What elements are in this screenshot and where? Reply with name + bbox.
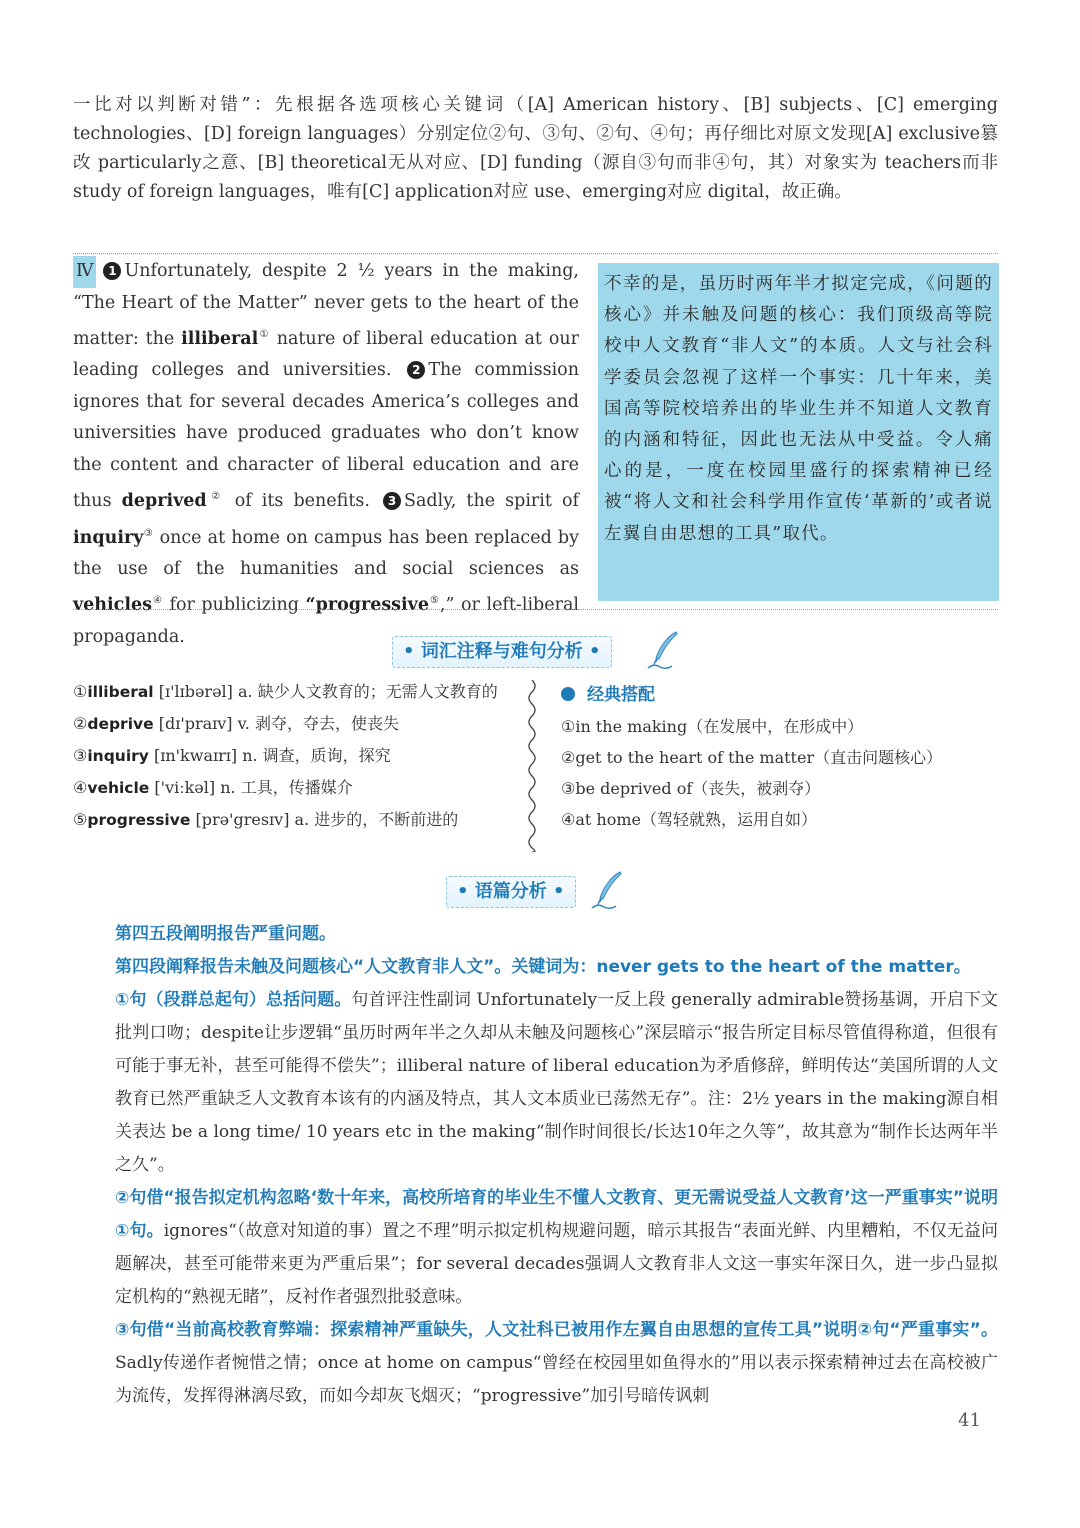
- vocab-word: deprive: [87, 715, 154, 733]
- top-divider: [73, 253, 998, 254]
- keyword-deprived: deprived: [121, 491, 207, 512]
- collocation-heading: 经典搭配: [561, 680, 998, 711]
- collocation-item: ③be deprived of（丧失，被剥夺）: [561, 779, 821, 798]
- sentence-marker-1: 1: [103, 262, 121, 280]
- sentence-marker-2: 2: [407, 361, 425, 379]
- sentence-3c: for publicizing: [169, 595, 299, 616]
- analysis-paragraph-2: ②句借“报告拟定机构忽略‘数十年来，高校所培育的毕业生不懂人文教育、更无需说受益人文教育’这一严重事实”说明①句。ignores“（故意对知道的事）置之不理”明示拟定机构规避问题，暗示其报告“表面光鲜、内里糟粕，不仅无益问题解决，甚至可能带来更为严重后果”；for several decades强调人文教育非人文这一事实年深日久，进一步凸显拟定机构的“熟视无睹”，反衬作者强烈批驳意味。: [115, 1188, 998, 1307]
- analysis-paragraph-3: ③句借“当前高校教育弊端：探索精神严重缺失，人文社科已被用作左翼自由思想的宣传工具”说明②句“严重事实”。Sadly传递作者惋惜之情；once at home on campus“曾经在校园里如鱼得水的”用以表示探索精神过去在高校被广为流传，发挥得淋漓尽致，而如今却灰飞烟灭；“progressive”加引号暗传讽刺: [115, 1320, 998, 1406]
- english-passage: [73, 256, 579, 653]
- sentence-2b: of its benefits.: [234, 491, 370, 512]
- vocab-def: [prə'gresɪv] a. 进步的，不断前进的: [195, 810, 459, 829]
- vocab-def: ['viːkəl] n. 工具，传播媒介: [154, 778, 353, 797]
- sentence-1a: Unfortunately, despite 2 ½ years in the making, “The Heart of the Matter” never gets to the heart of the matter: the: [73, 261, 579, 349]
- note-ref-3: ③: [143, 527, 154, 539]
- vocab-item: ①illiberal [ɪ'lɪbərəl] a. 缺少人文教育的；无需人文教育的: [73, 682, 498, 701]
- page-number: 41: [958, 1410, 981, 1431]
- vocab-item: ⑤progressive [prə'gresɪv] a. 进步的，不断前进的: [73, 810, 459, 829]
- vocab-list: [73, 676, 513, 836]
- sentence-2a: The commission ignores that for several decades America’s colleges and universities have produced graduates who don’t know the content and character of liberal education and are thus: [73, 360, 579, 512]
- bullet-icon: [561, 687, 575, 701]
- keyword-progressive: “progressive: [305, 595, 429, 616]
- vocab-item: ③inquiry [ɪn'kwaɪrɪ] n. 调查，质询，探究: [73, 746, 391, 765]
- sentence-3b: once at home on campus has been replaced by the use of the humanities and social sciences as: [73, 527, 579, 579]
- sentence-3d: ,” or left-liberal propaganda.: [73, 595, 579, 647]
- quill-icon: [646, 630, 680, 670]
- sentence-3a: Sadly, the spirit of: [404, 491, 579, 512]
- sentence-marker-3: 3: [383, 492, 401, 510]
- vocab-def: [ɪn'kwaɪrɪ] n. 调查，质询，探究: [153, 746, 391, 765]
- analysis-heading-2: 第四段阐释报告未触及问题核心“人文教育非人文”。关键词为：never gets to the heart of the matter。: [115, 957, 971, 977]
- vocab-word: progressive: [87, 811, 191, 829]
- wavy-separator: [524, 680, 540, 852]
- collocation-box: [561, 680, 998, 835]
- collocation-item: ②get to the heart of the matter（直击问题核心）: [561, 748, 943, 767]
- sentence-1b: nature of liberal education at our leading colleges and universities.: [73, 328, 579, 381]
- translation-box: 不幸的是，虽历时两年半才拟定完成，《问题的核心》并未触及问题的核心：我们顶级高等院校中人文教育“非人文”的本质。人文与社会科学委员会忽视了这样一个事实：几十年来，美国高等院校培养出的毕业生并不知道人文教育的内涵和特征，因此也无法从中受益。令人痛心的是，一度在校园里盛行的探索精神已经被“将人文和社会科学用作宣传‘革新的’或者说左翼自由思想的工具”取代。: [598, 263, 999, 601]
- keyword-vehicles: vehicles: [73, 595, 152, 616]
- note-ref-1: ①: [258, 329, 270, 340]
- note-ref-4: ④: [151, 595, 163, 607]
- collocation-item: ④at home（驾轻就熟，运用自如）: [561, 810, 817, 829]
- analysis-paragraph-1: ①句（段群总起句）总括问题。句首评注性副词 Unfortunately一反上段 generally admirable赞扬基调，开启下文批判口吻；despite让步逻辑“虽历时两年半之久却从未触及问题核心”深层暗示“报告所定目标尽管值得称道，但很有可能于事无补，甚至可能得不偿失”；illiberal nature of liberal education为矛盾修辞，鲜明传达“美国所谓的人文教育已然严重缺乏人文教育本该有的内涵及特点，其人文本质业已荡然无存”。注：2½ years in the making源自相关表达 be a long time/ 10 years etc in the making“制作时间很长/长达10年之久等”，故其意为“制作长达两年半之久”。: [115, 990, 998, 1175]
- note-ref-5: ⑤: [429, 595, 440, 607]
- paragraph-number: Ⅳ: [73, 256, 96, 288]
- vocab-word: vehicle: [87, 779, 150, 797]
- vocab-section-title: • 词汇注释与难句分析 •: [392, 636, 612, 668]
- analysis-heading-1: 第四五段阐明报告严重问题。: [115, 924, 336, 944]
- quill-icon: [590, 870, 624, 910]
- keyword-illiberal: illiberal: [181, 328, 259, 349]
- vocab-def: [ɪ'lɪbərəl] a. 缺少人文教育的；无需人文教育的: [158, 682, 498, 701]
- note-ref-2: ②: [206, 491, 225, 503]
- vocab-item: ④vehicle ['viːkəl] n. 工具，传播媒介: [73, 778, 353, 797]
- vocab-item: ②deprive [dɪ'praɪv] v. 剥夺，夺去，使丧失: [73, 714, 399, 733]
- discourse-section-title: • 语篇分析 •: [446, 876, 576, 908]
- collocation-item: ①in the making（在发展中，在形成中）: [561, 717, 864, 736]
- keyword-inquiry: inquiry: [73, 527, 144, 548]
- vocab-word: illiberal: [87, 683, 154, 701]
- vocab-word: inquiry: [87, 747, 149, 765]
- discourse-analysis: [73, 918, 998, 1413]
- vocab-def: [dɪ'praɪv] v. 剥夺，夺去，使丧失: [158, 714, 399, 733]
- intro-paragraph: 一比对以判断对错”：先根据各选项核心关键词（[A] American history、[B] subjects、[C] emerging technologies、[D] foreign languages）分别定位②句、③句、②句、④句；再仔细比对原文发现[A] exclusive篡改 particularly之意、[B] theoretical无从对应、[D] funding（源自③句而非④句，其）对象实为 teachers而非 study of foreign languages，唯有[C] application对应 use、emerging对应 digital，故正确。: [73, 95, 998, 202]
- middle-divider: [73, 609, 998, 610]
